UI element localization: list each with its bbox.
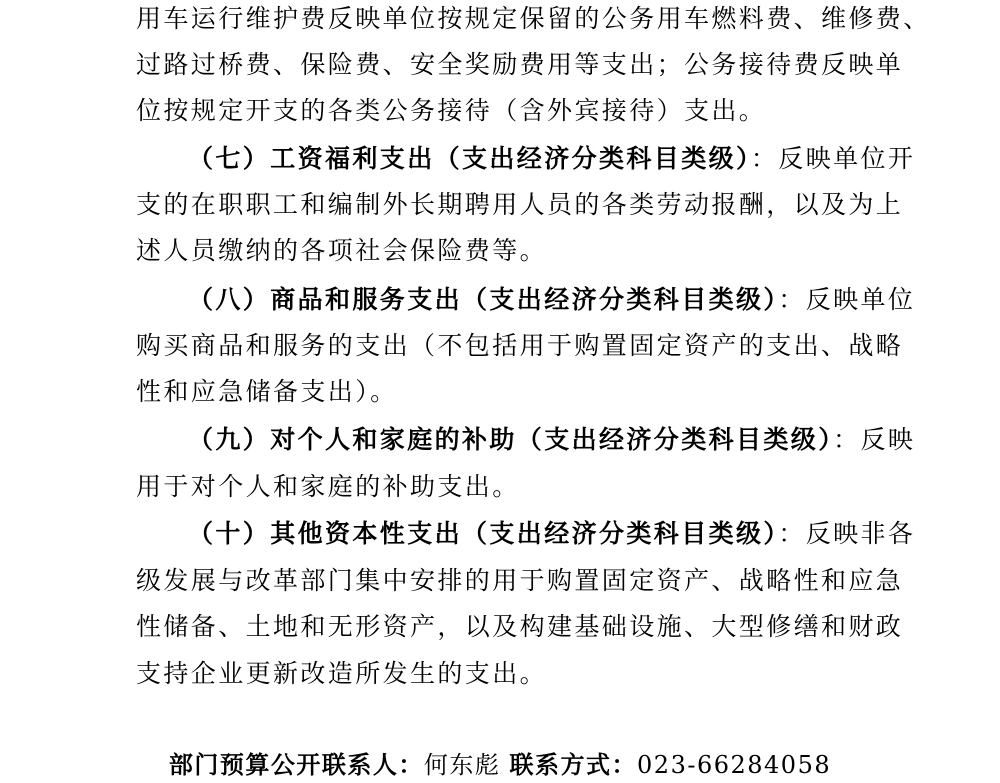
contact-method-label: 联系方式： [509,750,638,779]
section-7-line-3: 述人员缴纳的各项社会保险费等。 [136,236,548,265]
section-10-heading: （十）其他资本性支出（支出经济分类科目类级） [188,519,779,548]
section-9-text: ：反映 [833,425,916,454]
contact-phone: 023-66284058 [637,751,832,779]
section-7-heading: （七）工资福利支出（支出经济分类科目类级） [188,144,751,173]
section-7-line-2: 支的在职职工和编制外长期聘用人员的各类劳动报酬，以及为上 [136,190,904,219]
intro-line-2: 过路过桥费、保险费、安全奖励费用等支出；公务接待费反映单 [136,50,904,79]
contact-name: 何东彪 [423,751,501,779]
section-8-line-3: 性和应急储备支出）。 [136,377,398,406]
section-8-heading: （八）商品和服务支出（支出经济分类科目类级） [188,285,779,314]
section-8-line-1 [188,285,915,315]
section-10-line-3: 性储备、土地和无形资产，以及构建基础设施、大型修缮和财政 [136,612,904,641]
section-8-text: ：反映单位 [778,285,916,314]
section-9-line-1 [188,425,915,455]
section-8-line-2: 购买商品和服务的支出（不包括用于购置固定资产的支出、战略 [136,331,904,360]
intro-line-1: 用车运行维护费反映单位按规定保留的公务用车燃料费、维修费、 [136,4,931,33]
intro-line-3: 位按规定开支的各类公务接待（含外宾接待）支出。 [136,96,767,125]
contact-footer [0,750,1000,780]
section-10-line-4: 支持企业更新改造所发生的支出。 [136,659,548,688]
section-7-line-1 [188,144,915,174]
section-10-text: ：反映非各 [778,519,916,548]
section-9-line-2: 用于对个人和家庭的补助支出。 [136,472,520,501]
section-7-text: ：反映单位开 [750,144,916,173]
section-9-heading: （九）对个人和家庭的补助（支出经济分类科目类级） [188,425,834,454]
section-10-line-1 [188,519,915,549]
contact-label: 部门预算公开联系人： [168,750,424,779]
section-10-line-2: 级发展与改革部门集中安排的用于购置固定资产、战略性和应急 [136,566,904,595]
